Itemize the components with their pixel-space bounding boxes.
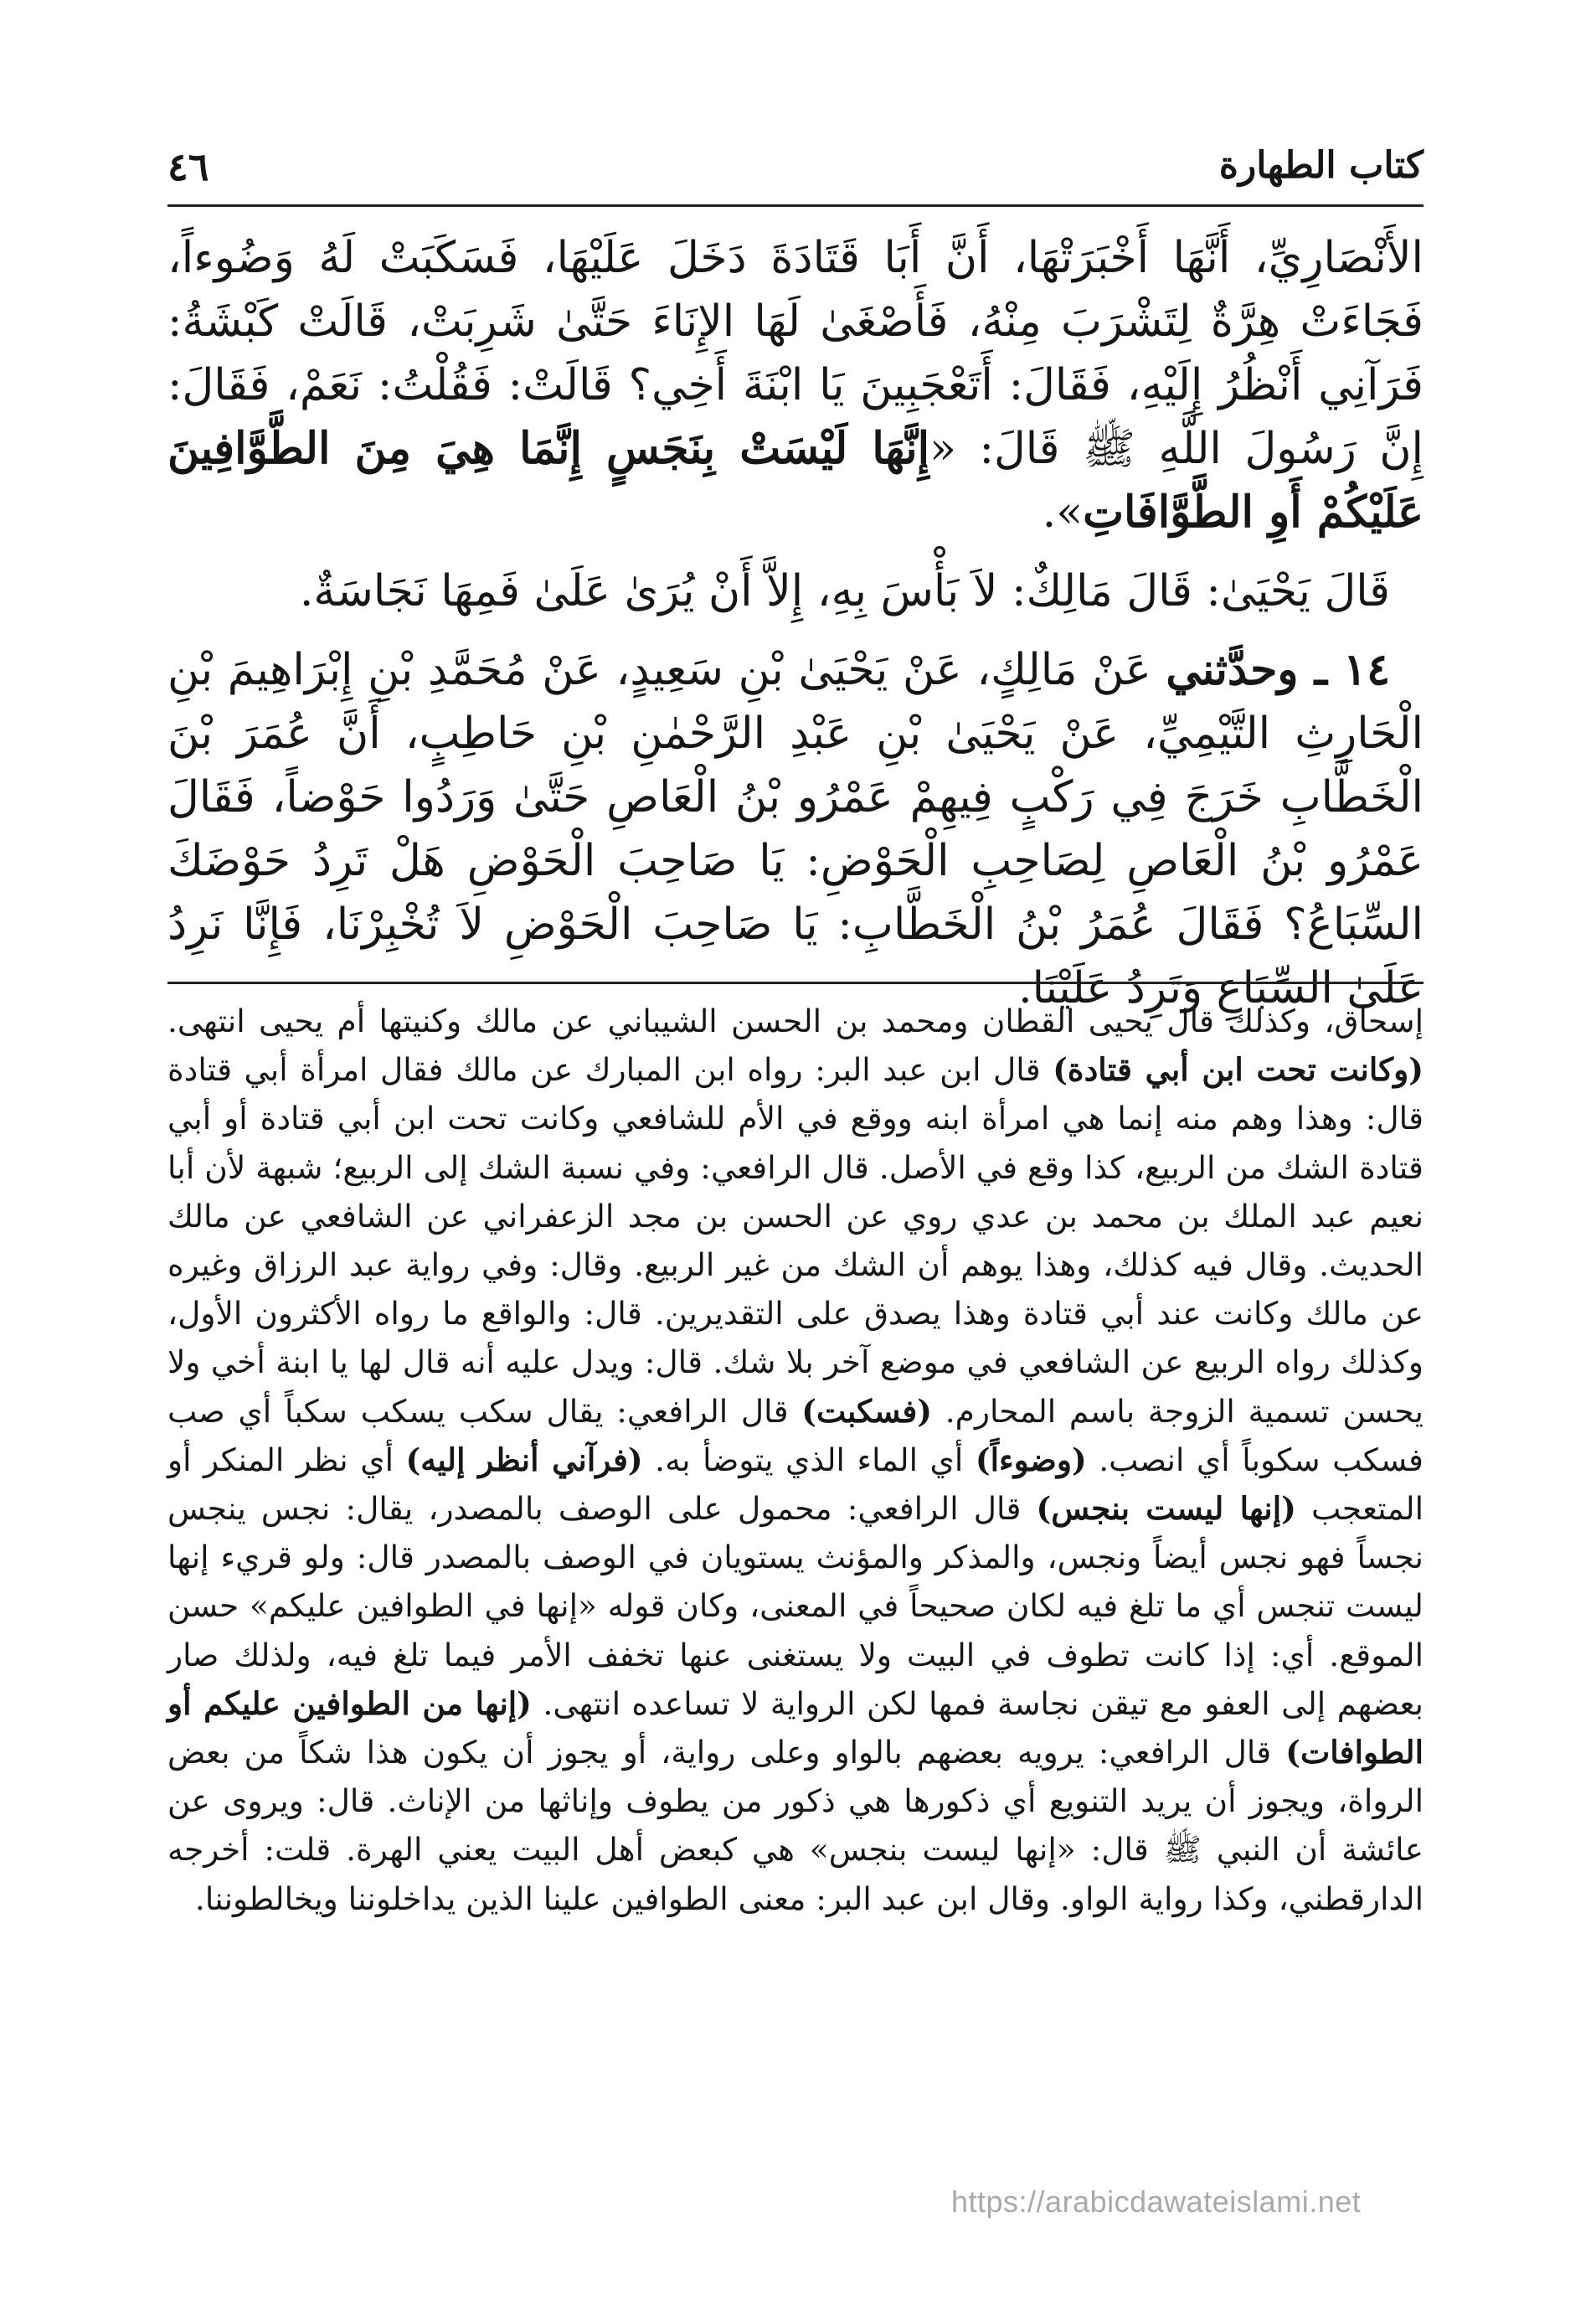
header-divider (167, 204, 1424, 207)
footnote-lemma: (إنها من الطوافين عليكم أو الطوافات) (167, 1684, 1424, 1771)
chapter-title: كتاب الطهارة (1218, 144, 1424, 187)
footnote-text: قال الرافعي: يرويه بعضهم بالواو وعلى رواية، أو يجوز أن يكون هذا شكاً من بعض الرواة، ويجوز أن يريد التنويع أي ذكورها هي ذكور من يطوف وإناثها من الإناث. قال: ويروى عن عائشة أن النبي ﷺ قال: «إنها ليست بنجس» هي كبعض أهل البيت يعني الهرة. قلت: أخرجه الدارقطني، وكذا رواية الواو. وقال ابن عبد البر: معنى الطوافين علينا الذين يداخلوننا ويخالطوننا. (167, 1734, 1424, 1917)
footnote-text: قال الرافعي: محمول على الوصف بالمصدر، يقال: نجس ينجس نجساً فهو نجس أيضاً ونجس، والمذكر والمؤنث يستويان في الوصف بالمصدر قال: ولو قريء إنها ليست تنجس أي ما تلغ فيه لكان صحيحاً في المعنى، وكان قوله «إنها في الطوافين عليكم» حسن الموقع. أي: إذا كانت تطوف في البيت ولا يستغنى عنها تخفف الأمر فيما تلغ فيه، ولذلك صار بعضهم إلى العفو مع تيقن نجاسة فمها لكن الرواية لا تساعده انتهى. (167, 1490, 1424, 1722)
hadith-number: ١٤ ـ وحدَّثني (1166, 644, 1391, 695)
footnote-divider (167, 982, 1424, 984)
footnote-text: أي الماء الذي يتوضأ به. (642, 1441, 976, 1478)
footnote-lemma: (فسكبت) (801, 1392, 932, 1430)
hadith-text (167, 226, 1424, 1035)
footnote-lemma: (وضوءاً) (975, 1441, 1087, 1478)
malik-comment: قَالَ يَحْيَىٰ: قَالَ مَالِكٌ: لاَ بَأْسَ بِهِ، إِلاَّ أَنْ يُرَىٰ عَلَىٰ فَمِهَا نَجَاسَةٌ. (299, 566, 1390, 616)
footnote-text: قال ابن عبد البر: رواه ابن المبارك عن مالك فقال امرأة أبي قتادة قال: وهذا وهم منه إنما هي امرأة ابنه ووقع في الأم للشافعي وكانت تحت ابن أبي قتادة أو أبي قتادة الشك من الربيع، كذا وقع في الأصل. قال الرافعي: وفي نسبة الشك إلى الربيع؛ شبهة لأن أبا نعيم عبد الملك بن محمد بن عدي روي عن الحسن بن مجد الزعفراني عن الشافعي عن مالك الحديث. وقال فيه كذلك، وهذا يوهم أن الشك من غير الربيع. وقال: وفي رواية عبد الرزاق وغيره عن مالك وكانت عند أبي قتادة وهذا يصدق على التقديرين. قال: والواقع ما رواه الأكثرون الأول، وكذلك رواه الربيع عن الشافعي في موضع آخر بلا شك. قال: ويدل عليه أنه قال لها يا ابنة أخي ولا يحسن تسمية الزوجة باسم المحارم. (167, 1051, 1424, 1430)
page-number: ٤٦ (167, 144, 209, 189)
prophetic-saying: إِنَّهَا لَيْسَتْ بِنَجَسٍ إِنَّمَا هِيَ مِنَ الطَّوَّافِينَ عَلَيْكُمْ أَوِ الطَّوَّافَاتِ (167, 423, 1424, 538)
footnote-lemma: (إنها ليست بنجس) (1036, 1490, 1296, 1528)
commentary-footnotes (167, 997, 1424, 1923)
footnote-text: إسحاق، وكذلك قال يحيى القطان ومحمد بن الحسن الشيباني عن مالك وكنيتها أم يحيى انتهى. (167, 1003, 1424, 1039)
hadith-14-text: عَنْ مَالِكٍ، عَنْ يَحْيَىٰ بْنِ سَعِيدٍ، عَنْ مُحَمَّدِ بْنِ إِبْرَاهِيمَ بْنِ الْحَارِثِ التَّيْمِيِّ، عَنْ يَحْيَىٰ بْنِ عَبْدِ الرَّحْمٰنِ بْنِ حَاطِبٍ، أَنَّ عُمَرَ بْنَ الْخَطَّابِ خَرَجَ فِي رَكْبٍ فِيهِمْ عَمْرُو بْنُ الْعَاصِ حَتَّىٰ وَرَدُوا حَوْضاً، فَقَالَ عَمْرُو بْنُ الْعَاصِ لِصَاحِبِ الْحَوْضِ: يَا صَاحِبَ الْحَوْضِ هَلْ تَرِدُ حَوْضَكَ السِّبَاعُ؟ فَقَالَ عُمَرُ بْنُ الْخَطَّابِ: يَا صَاحِبَ الْحَوْضِ لاَ تُخْبِرْنَا، فَإِنَّا نَرِدُ عَلَىٰ السِّبَاعِ وَتَرِدُ عَلَيْنَا. (167, 645, 1424, 1013)
running-header (167, 144, 1424, 203)
hadith-13-text: الأَنْصَارِيِّ، أَنَّهَا أَخْبَرَتْهَا، أَنَّ أَبَا قَتَادَةَ دَخَلَ عَلَيْهَا، فَسَكَبَتْ لَهُ وَضُوءاً، فَجَاءَتْ هِرَّةٌ لِتَشْرَبَ مِنْهُ، فَأَصْغَىٰ لَهَا الإِنَاءَ حَتَّىٰ شَرِبَتْ، قَالَتْ كَبْشَةُ: فَرَآنِي أَنْظُرُ إِلَيْهِ، فَقَالَ: أَتَعْجَبِينَ يَا ابْنَةَ أَخِي؟ قَالَتْ: فَقُلْتُ: نَعَمْ، فَقَالَ: إِنَّ رَسُولَ اللَّهِ ﷺ قَالَ: « (167, 233, 1424, 474)
footnote-lemma: (فرآني أنظر إليه) (405, 1441, 643, 1478)
footnote-text: قال الرافعي: يقال سكب يسكب سكباً أي صب فسكب سكوباً أي انصب. (167, 1392, 1424, 1478)
footnote-lemma: (وكانت تحت ابن أبي قتادة) (1053, 1051, 1424, 1089)
watermark-url: https://arabicdawateislami.net (951, 2184, 1362, 2219)
hadith-14 (167, 638, 1424, 1020)
hadith-13-continuation (167, 226, 1424, 544)
footnote-paragraph (167, 997, 1424, 1923)
footnote-text: أي نظر المنكر أو المتعجب (167, 1441, 1424, 1528)
quote-close: ». (1042, 487, 1084, 538)
